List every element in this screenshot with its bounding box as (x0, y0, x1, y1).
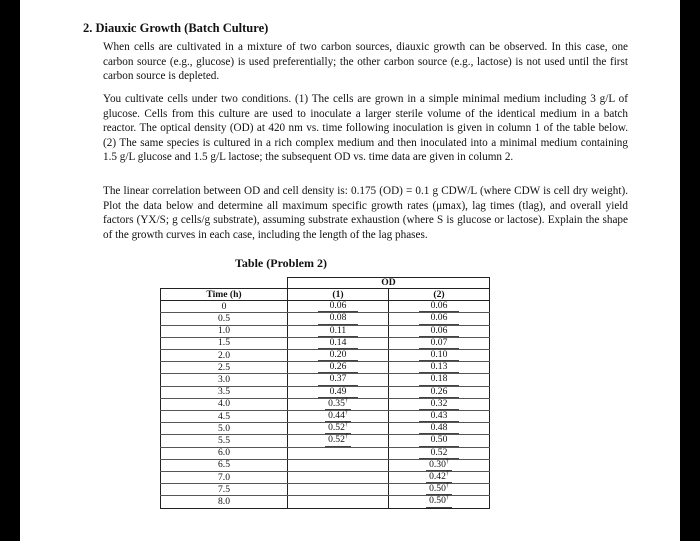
time-cell: 6.0 (161, 447, 288, 459)
od-cell-col-2 (389, 362, 490, 374)
table-row (161, 447, 490, 459)
time-cell: 2.0 (161, 350, 288, 362)
od-value: 0.50† (426, 484, 452, 495)
od-cell-col-2 (389, 472, 490, 484)
od-cell-col-1 (288, 411, 389, 423)
time-cell: 3.5 (161, 386, 288, 398)
time-cell: 6.5 (161, 459, 288, 471)
od-cell-col-1 (288, 423, 389, 435)
od-value: 0.06 (419, 301, 459, 312)
table-row (161, 374, 490, 386)
od-cell-col-2 (389, 386, 490, 398)
od-cell-col-1 (288, 472, 389, 484)
od-cell-col-2 (389, 484, 490, 496)
table-row (161, 411, 490, 423)
od-cell-col-1 (288, 398, 389, 410)
od-value: 0.52† (325, 435, 351, 446)
od-value: 0.30† (426, 460, 452, 471)
table-row (161, 350, 490, 362)
table-row (161, 337, 490, 349)
od-value: 0.20 (318, 350, 358, 361)
od-value: 0.08 (318, 313, 358, 324)
od-value: 0.52 (419, 448, 459, 459)
table-row (161, 313, 490, 325)
time-cell: 4.5 (161, 411, 288, 423)
footnote-mark: † (344, 422, 348, 429)
time-cell: 0 (161, 301, 288, 313)
od-value: 0.10 (419, 350, 459, 361)
od-data-table (160, 277, 490, 509)
od-cell-col-1 (288, 374, 389, 386)
od-value: 0.52† (325, 423, 351, 434)
table-row (161, 435, 490, 447)
od-cell-col-2 (389, 337, 490, 349)
column-header-1: (1) (288, 289, 389, 301)
od-value: 0.26 (419, 387, 459, 398)
od-cell-col-2 (389, 325, 490, 337)
od-cell-col-1 (288, 484, 389, 496)
od-cell-col-1 (288, 447, 389, 459)
od-value: 0.35† (325, 399, 351, 410)
problem-heading: 2. Diauxic Growth (Batch Culture) (83, 21, 269, 35)
table-group-header-row (161, 278, 490, 289)
paragraph-task: The linear correlation between OD and cell density is: 0.175 (OD) = 0.1 g CDW/L (where CDW is cell dry weight). Plot the data below and determine all maximum specific growth rates (μmax), lag times (tlag), and overall yield factors (YX/S; g cells/g substrate), assuming substrate exhaustion (where S is glucose or lactose). Explain the shape of the growth curves in each case, including the length of the lag phases. (103, 185, 628, 241)
od-cell-col-1 (288, 459, 389, 471)
od-cell-col-2 (389, 447, 490, 459)
time-cell: 8.0 (161, 496, 288, 508)
time-cell: 5.5 (161, 435, 288, 447)
od-cell-col-1 (288, 301, 389, 313)
od-cell-col-2 (389, 459, 490, 471)
footnote-mark: † (344, 434, 348, 441)
footnote-mark: † (344, 397, 348, 404)
paragraph-conditions: You cultivate cells under two conditions. (1) The cells are grown in a simple minimal medium including 3 g/L of glucose. Cells from this culture are used to inoculate a larger sterile volume of the identical medium in a batch reactor. The optical density (OD) at 420 nm vs. time following inoculation is given in column 1 of the table below. (2) The same species is cultured in a rich complex medium and then inoculated into a minimal medium containing 1.5 g/L glucose and 1.5 g/L lactose; the subsequent OD vs. time data are given in column 2. (103, 93, 628, 163)
od-value: 0.11 (318, 326, 358, 337)
footnote-mark: † (344, 409, 348, 416)
od-value: 0.13 (419, 362, 459, 373)
od-cell-col-1 (288, 337, 389, 349)
table-row (161, 398, 490, 410)
table-row (161, 423, 490, 435)
table-row (161, 459, 490, 471)
od-cell-col-2 (389, 435, 490, 447)
time-cell: 2.5 (161, 362, 288, 374)
od-value: 0.37 (318, 374, 358, 385)
od-value: 0.07 (419, 338, 459, 349)
column-header-time: Time (h) (161, 289, 288, 301)
od-cell-col-2 (389, 374, 490, 386)
table-row (161, 484, 490, 496)
od-cell-col-2 (389, 313, 490, 325)
od-cell-col-2 (389, 350, 490, 362)
od-cell-col-1 (288, 386, 389, 398)
od-value: 0.06 (419, 326, 459, 337)
od-cell-col-1 (288, 313, 389, 325)
od-cell-col-2 (389, 411, 490, 423)
table-row (161, 301, 490, 313)
table-corner-cell (161, 278, 288, 289)
od-cell-col-1 (288, 496, 389, 508)
od-value: 0.06 (419, 313, 459, 324)
table-row (161, 472, 490, 484)
time-cell: 5.0 (161, 423, 288, 435)
od-value: 0.50† (426, 496, 452, 507)
od-cell-col-1 (288, 350, 389, 362)
footnote-mark: † (445, 495, 449, 502)
od-value: 0.42† (426, 472, 452, 483)
document-page (20, 0, 680, 541)
time-cell: 1.0 (161, 325, 288, 337)
table-column-header-row (161, 289, 490, 301)
footnote-mark: † (445, 470, 449, 477)
time-cell: 7.0 (161, 472, 288, 484)
table-row (161, 362, 490, 374)
table-row (161, 325, 490, 337)
od-value: 0.18 (419, 374, 459, 385)
od-value: 0.06 (318, 301, 358, 312)
time-cell: 7.5 (161, 484, 288, 496)
paragraph-intro: When cells are cultivated in a mixture of two carbon sources, diauxic growth can be observed. In this case, one carbon source (e.g., glucose) is used preferentially; the other carbon source (e.g., lactose) is not used until the first carbon source is depleted. (103, 41, 628, 82)
od-value: 0.49 (318, 387, 358, 398)
od-value: 0.32 (419, 399, 459, 410)
table-row (161, 386, 490, 398)
time-cell: 3.0 (161, 374, 288, 386)
od-value: 0.48 (419, 423, 459, 434)
time-cell: 1.5 (161, 337, 288, 349)
od-cell-col-2 (389, 423, 490, 435)
footnote-mark: † (445, 458, 449, 465)
time-cell: 0.5 (161, 313, 288, 325)
od-cell-col-2 (389, 496, 490, 508)
od-group-header: OD (288, 278, 490, 289)
od-value: 0.44† (325, 411, 351, 422)
table-row (161, 496, 490, 508)
footnote-mark: † (445, 483, 449, 490)
od-cell-col-1 (288, 362, 389, 374)
time-cell: 4.0 (161, 398, 288, 410)
od-value: 0.14 (318, 338, 358, 349)
od-cell-col-2 (389, 398, 490, 410)
od-cell-col-2 (389, 301, 490, 313)
column-header-2: (2) (389, 289, 490, 301)
table-caption: Table (Problem 2) (235, 256, 327, 270)
od-cell-col-1 (288, 325, 389, 337)
od-cell-col-1 (288, 435, 389, 447)
od-value: 0.50 (419, 435, 459, 446)
od-value: 0.26 (318, 362, 358, 373)
od-value: 0.43 (419, 411, 459, 422)
